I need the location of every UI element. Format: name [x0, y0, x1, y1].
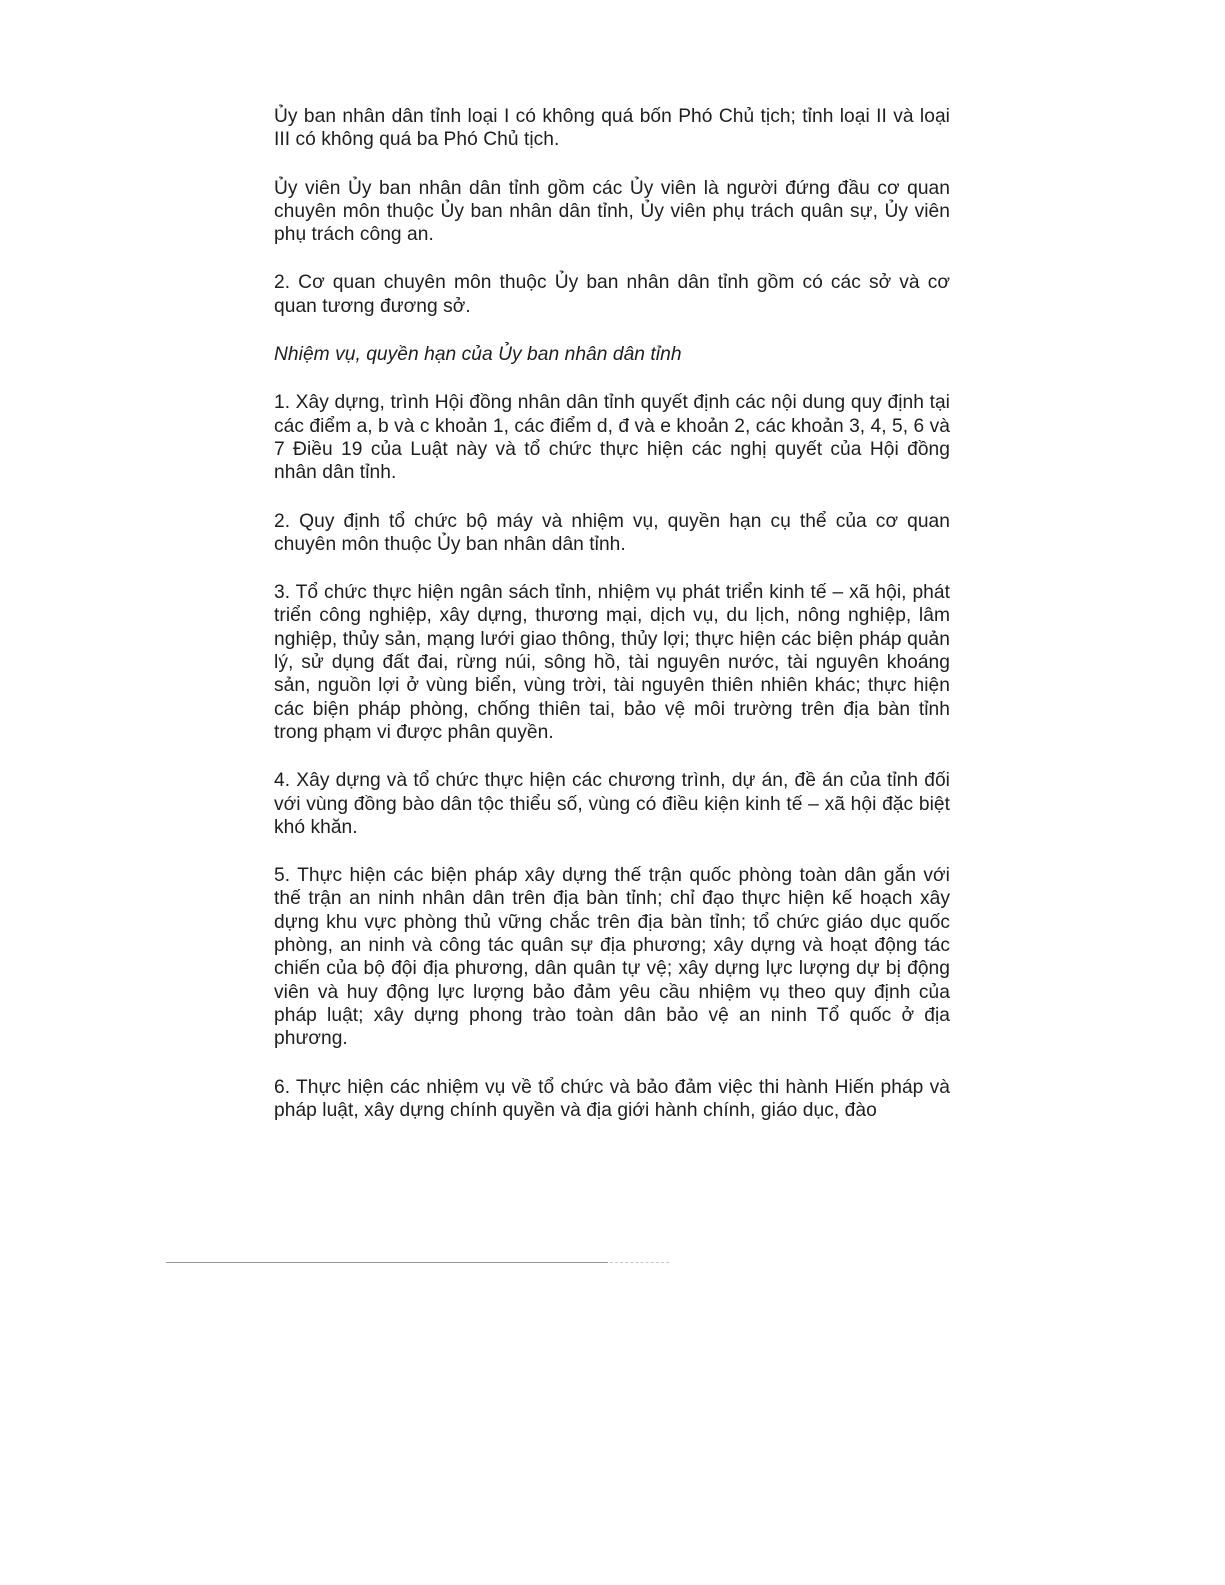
- footnote-separator-faint: [610, 1262, 669, 1263]
- footnote-separator: [166, 1262, 608, 1263]
- paragraph-specialized-agencies: 2. Cơ quan chuyên môn thuộc Ủy ban nhân dân tỉnh gồm có các sở và cơ quan tương đương sở.: [274, 272, 950, 317]
- paragraph-duty-3: 3. Tổ chức thực hiện ngân sách tỉnh, nhiệm vụ phát triển kinh tế – xã hội, phát triển công nghiệp, xây dựng, thương mại, dịch vụ, du lịch, nông nghiệp, lâm nghiệp, thủy sản, mạng lưới giao thông, thủy lợi; thực hiện các biện pháp quản lý, sử dụng đất đai, rừng núi, sông hồ, tài nguyên nước, tài nguyên khoáng sản, nguồn lợi ở vùng biển, vùng trời, tài nguyên thiên nhiên khác; thực hiện các biện pháp phòng, chống thiên tai, bảo vệ môi trường trên địa bàn tỉnh trong phạm vi được phân quyền.: [274, 582, 950, 743]
- paragraph-committee-members: Ủy viên Ủy ban nhân dân tỉnh gồm các Ủy viên là người đứng đầu cơ quan chuyên môn thuộc Ủy ban nhân dân tỉnh, Ủy viên phụ trách quân sự, Ủy viên phụ trách công an.: [274, 177, 950, 246]
- paragraph-duty-2: 2. Quy định tổ chức bộ máy và nhiệm vụ, quyền hạn cụ thể của cơ quan chuyên môn thuộc Ủy ban nhân dân tỉnh.: [274, 510, 950, 555]
- paragraph-duty-1: 1. Xây dựng, trình Hội đồng nhân dân tỉnh quyết định các nội dung quy định tại các điểm a, b và c khoản 1, các điểm d, đ và e khoản 2, các khoản 3, 4, 5, 6 và 7 Điều 19 của Luật này và tổ chức thực hiện các nghị quyết của Hội đồng nhân dân tỉnh.: [274, 392, 950, 484]
- paragraph-vice-chairmen: Ủy ban nhân dân tỉnh loại I có không quá bốn Phó Chủ tịch; tỉnh loại II và loại III có không quá ba Phó Chủ tịch.: [274, 106, 950, 151]
- document-body: [274, 105, 950, 1147]
- paragraph-duty-6: 6. Thực hiện các nhiệm vụ về tổ chức và bảo đảm việc thi hành Hiến pháp và pháp luật, xây dựng chính quyền và địa giới hành chính, giáo dục, đào: [274, 1076, 950, 1121]
- section-heading: Nhiệm vụ, quyền hạn của Ủy ban nhân dân tỉnh: [274, 344, 682, 366]
- paragraph-duty-5: 5. Thực hiện các biện pháp xây dựng thế trận quốc phòng toàn dân gắn với thế trận an ninh nhân dân trên địa bàn tỉnh; chỉ đạo thực hiện kế hoạch xây dựng khu vực phòng thủ vững chắc trên địa bàn tỉnh; tổ chức giáo dục quốc phòng, an ninh và công tác quân sự địa phương; xây dựng và hoạt động tác chiến của bộ đội địa phương, dân quân tự vệ; xây dựng lực lượng dự bị động viên và huy động lực lượng bảo đảm yêu cầu nhiệm vụ theo quy định của pháp luật; xây dựng phong trào toàn dân bảo vệ an ninh Tổ quốc ở địa phương.: [274, 865, 950, 1050]
- paragraph-duty-4: 4. Xây dựng và tổ chức thực hiện các chương trình, dự án, đề án của tỉnh đối với vùng đồng bào dân tộc thiểu số, vùng có điều kiện kinh tế – xã hội đặc biệt khó khăn.: [274, 770, 950, 838]
